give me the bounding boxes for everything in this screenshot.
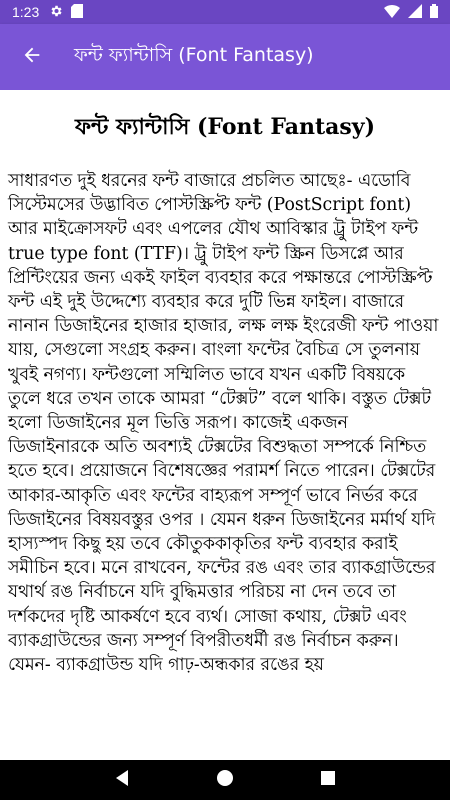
wifi-icon xyxy=(384,4,400,21)
app-bar xyxy=(0,24,450,90)
battery-icon xyxy=(430,4,438,21)
back-triangle-icon xyxy=(113,769,131,791)
page-heading: ফন্ট ফ্যান্টাসি (Font Fantasy) xyxy=(74,114,376,140)
sd-card-icon xyxy=(71,4,83,21)
status-bar xyxy=(0,0,450,24)
nav-recents-button[interactable] xyxy=(308,760,348,800)
status-time: 1:23 xyxy=(12,4,40,20)
signal-icon xyxy=(408,4,422,21)
status-left-icons xyxy=(49,4,83,21)
home-circle-icon xyxy=(216,769,234,791)
back-button[interactable] xyxy=(4,29,60,85)
article-content[interactable] xyxy=(0,90,450,760)
recents-square-icon xyxy=(320,770,336,790)
status-right-icons xyxy=(384,4,438,21)
nav-home-button[interactable] xyxy=(205,760,245,800)
nav-back-button[interactable] xyxy=(102,760,142,800)
arrow-back-icon xyxy=(21,44,43,70)
navigation-bar xyxy=(0,760,450,800)
app-title: ফন্ট ফ্যান্টাসি (Font Fantasy) xyxy=(74,44,314,66)
gear-icon xyxy=(49,4,63,21)
article-body: সাধারণত দুই ধরনের ফন্ট বাজারে প্রচলিত আছেঃ- এডোবি সিস্টেমসের উদ্ভাবিত পোস্টস্ক্রিপ্ট ফন্ট (PostScript font) আর মাইক্রোসফট এবং এপলের যৌথ আবিস্কার ট্রু টাইপ ফন্ট true type font (TTF)। ট্রু টাইপ ফন্ট স্ক্রিন ডিসপ্লে আর প্রিন্টিংয়ের জন্য একই ফাইল ব্যবহার করে পক্ষান্তরে পোস্টস্ক্রিপ্ট ফন্ট এই দুই উদ্দেশ্যে ব্যবহার করে দুটি ভিন্ন ফাইল। বাজারে নানান ডিজাইনের হাজার হাজার, লক্ষ লক্ষ ইংরেজী ফন্ট পাওয়া যায়, সেগুলো সংগ্রহ করুন। বাংলা ফন্টের বৈচিত্র সে তুলনায় খুবই নগণ্য। ফন্টগুলো সম্মিলিত ভাবে যখন একটি বিষয়কে তুলে ধরে তখন তাকে আমরা “টেক্সট” বলে থাকি। বস্তুত টেক্সট হলো ডিজাইনের মূল ভিত্তি সরূপ। কাজেই একজন ডিজাইনারকে অতি অবশ্যই টেক্সটের বিশুদ্ধতা সম্পর্কে নিশ্চিত হতে হবে। প্রয়োজনে বিশেষজ্ঞের পরামর্শ নিতে পারেন। টেক্সটের আকার-আকৃতি এবং ফন্টের বাহ্যরূপ সম্পূর্ণ ভাবে নির্ভর করে ডিজাইনের বিষয়বস্তুর ওপর । যেমন ধরুন ডিজাইনের মর্মার্থ যদি হাস্যস্পদ কিছু হয় তবে কৌতুককাকৃতির ফন্ট ব্যবহার করাই সমীচিন হবে। মনে রাখবেন, ফন্টের রঙ এবং তার ব্যাকগ্রাউন্ডের যথার্থ রঙ নির্বাচনে যদি বুদ্ধিমত্তার পরিচয় না দেন তবে তা দর্শকদের দৃষ্টি আকর্ষণে হবে ব্যর্থ। সোজা কথায়, টেক্সট এবং ব্যাকগ্রাউন্ডের জন্য সম্পূর্ণ বিপরীতধর্মী রঙ নির্বাচন করুন। যেমন- ব্যাকগ্রাউন্ড যদি গাঢ়-অন্ধকার রঙের হয় xyxy=(8,171,439,676)
